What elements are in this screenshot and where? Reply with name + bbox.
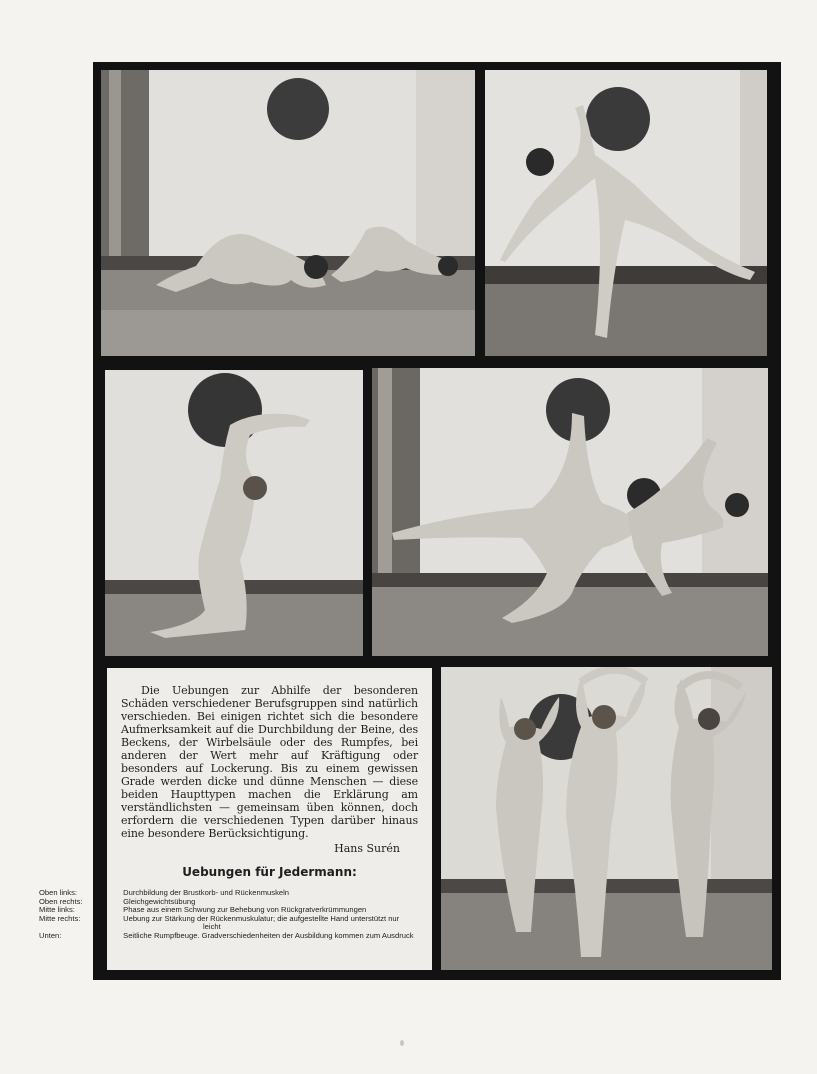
captions-heading: Uebungen für Jedermann: — [182, 865, 357, 879]
photo-bottom-right — [441, 667, 772, 970]
caption-text: Durchbildung der Brustkorb- und Rückenmuskeln — [123, 888, 290, 897]
article-author: Hans Surén — [334, 842, 400, 855]
captions-list — [39, 888, 418, 941]
article-text-panel — [39, 668, 432, 970]
caption-text: Phase aus einem Schwung zur Behebung von Rückgratverkrümmungen — [123, 905, 367, 915]
caption-text: Uebung zur Stärkung der Rückenmuskulatur; die aufgestellte Hand unterstützt nur leicht — [123, 913, 400, 932]
caption-item: Unten: Seitliche Rumpfbeuge. Gradverschiedenheiten der Ausbildung kommen zum Ausdruck — [39, 930, 414, 940]
caption-item: Oben rechts: Gleichgewichtsübung — [39, 896, 196, 906]
caption-item: Mitte rechts: Uebung zur Stärkung der Rückenmuskulatur; die aufgestellte Hand unterstützt nur leicht — [39, 913, 400, 932]
photo-top-right — [485, 70, 767, 356]
article-body: Die Uebungen zur Abhilfe der besonderen Schäden verschiedener Berufsgruppen sind natürlich verschieden. Bei einigen richtet sich die besondere Aufmerksamkeit auf die Durchbildung der Beine, des Beckens, der Wirbelsäule oder des Rumpfes, bei anderen der Wert mehr auf Kräftigung oder besonders auf Lockerung. Bis zu einem gewissen Grade werden dicke und dünne Menschen — diese beiden Haupttypen machen die Erklärung am verständlichsten — gemeinsam üben können, doch erfordern die verschiedenen Typen darüber hinaus eine besondere Berücksichtigung. — [121, 684, 418, 840]
photo-middle-right — [372, 368, 768, 656]
paper-speck — [400, 1040, 404, 1046]
caption-item: Mitte links: Phase aus einem Schwung zur Behebung von Rückgratverkrümmungen — [39, 905, 367, 915]
photo-top-left — [101, 70, 475, 356]
photo-middle-left — [105, 370, 363, 656]
caption-item: Oben links: Durchbildung der Brustkorb- und Rückenmuskeln — [39, 888, 290, 897]
caption-text: Seitliche Rumpfbeuge. Gradverschiedenheiten der Ausbildung kommen zum Ausdruck — [123, 930, 414, 940]
caption-text: Gleichgewichtsübung — [123, 896, 196, 906]
